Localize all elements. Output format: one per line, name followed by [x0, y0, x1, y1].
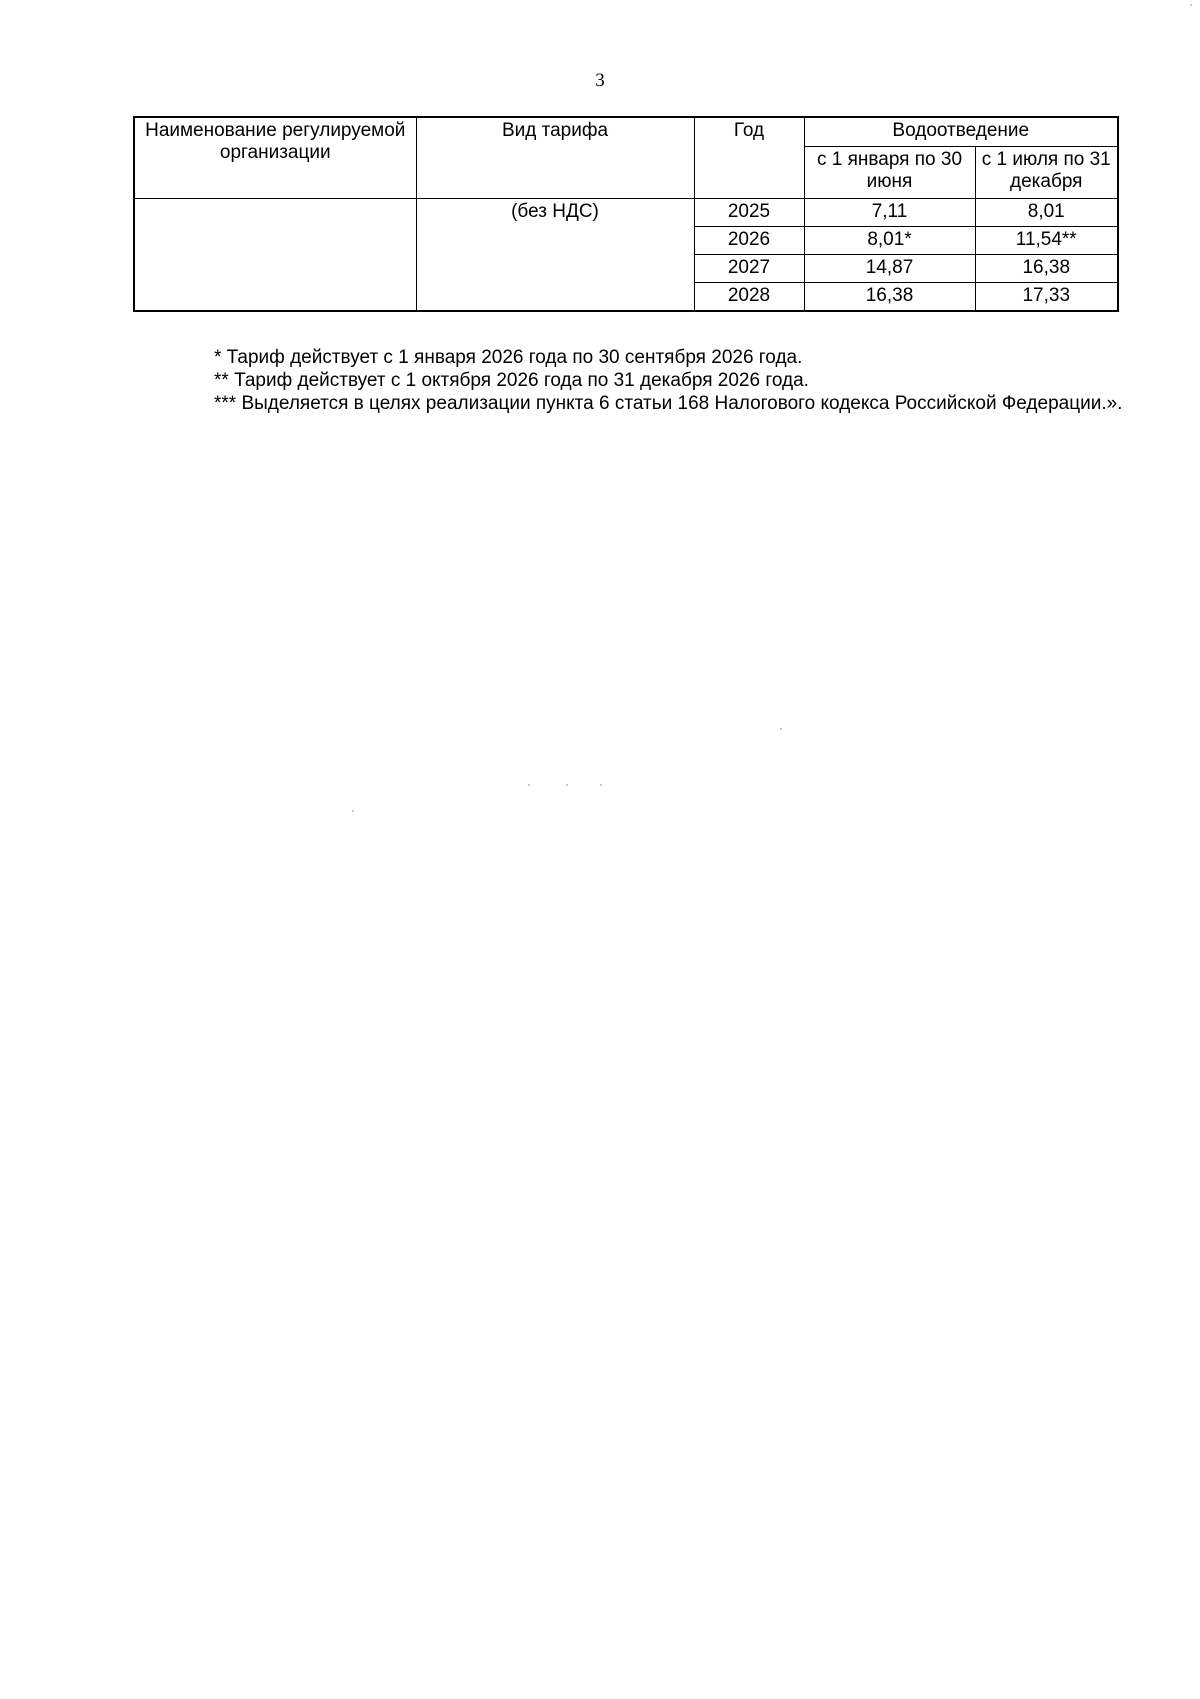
footnote-2: ** Тариф действует с 1 октября 2026 года по 31 декабря 2026 года. — [214, 370, 809, 391]
header-period-2: с 1 июля по 31 декабря — [975, 147, 1118, 199]
header-year: Год — [694, 117, 804, 199]
cell-period-2: 8,01 — [975, 199, 1118, 227]
cell-year: 2025 — [694, 199, 804, 227]
header-tariff-type: Вид тарифа — [416, 117, 694, 199]
cell-org-name — [134, 199, 416, 312]
cell-period-1: 7,11 — [804, 199, 975, 227]
cell-year: 2027 — [694, 255, 804, 283]
cell-period-2: 11,54** — [975, 227, 1118, 255]
cell-period-1: 14,87 — [804, 255, 975, 283]
table-row — [134, 199, 1118, 227]
tariff-table — [133, 116, 1119, 312]
cell-year: 2026 — [694, 227, 804, 255]
scan-speck — [1190, 4, 1192, 6]
footnote-1: * Тариф действует с 1 января 2026 года по 30 сентября 2026 года. — [214, 347, 803, 368]
scan-speck — [528, 784, 530, 786]
header-period-1: с 1 января по 30 июня — [804, 147, 975, 199]
cell-period-1: 16,38 — [804, 283, 975, 312]
cell-period-1: 8,01* — [804, 227, 975, 255]
scan-speck — [352, 810, 354, 812]
scan-speck — [780, 728, 782, 730]
cell-period-2: 17,33 — [975, 283, 1118, 312]
scan-speck — [566, 784, 568, 786]
footnotes — [144, 346, 1142, 415]
page-number: 3 — [595, 70, 605, 91]
header-org-name: Наименование регулируемой организации — [134, 117, 416, 199]
footnote-3: *** Выделяется в целях реализации пункта 6 статьи 168 Налогового кодекса Российской Федерации.». — [214, 393, 1123, 414]
cell-period-2: 16,38 — [975, 255, 1118, 283]
cell-year: 2028 — [694, 283, 804, 312]
scan-speck — [600, 784, 602, 786]
header-group-water-disposal: Водоотведение — [804, 117, 1118, 147]
cell-tariff-type: (без НДС) — [416, 199, 694, 312]
